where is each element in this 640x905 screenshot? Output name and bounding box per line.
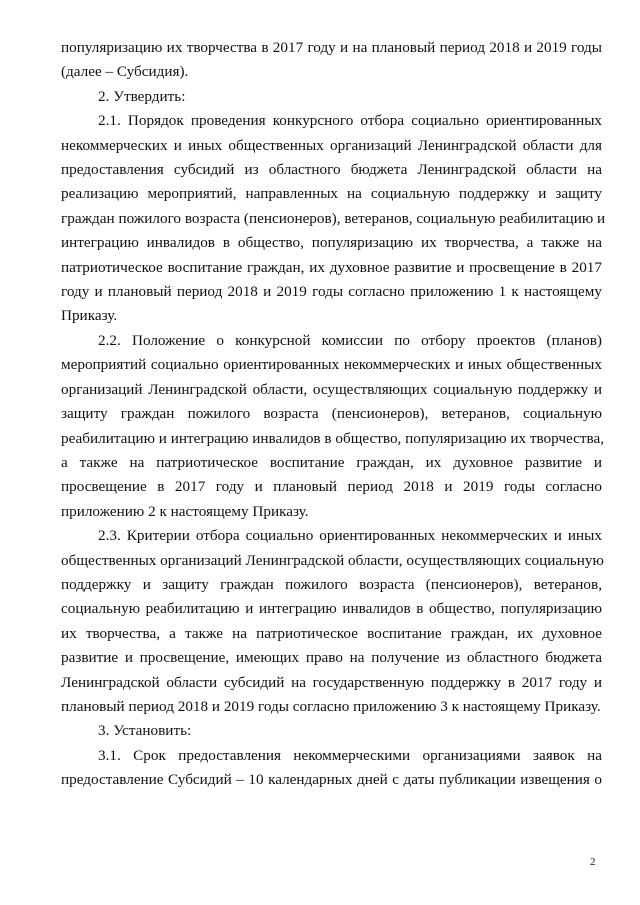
- text-line: 2.1. Порядок проведения конкурсного отбора социально ориентированных: [98, 112, 602, 130]
- text-line: некоммерческих и иных общественных организаций Ленинградской области для: [61, 136, 602, 154]
- text-line: патриотическое воспитание граждан, их духовное развитие и просвещение в 2017: [61, 258, 602, 276]
- page-number: 2: [590, 856, 596, 868]
- text-line: их творчества, а также на патриотическое воспитание граждан, их духовное: [61, 624, 602, 642]
- section-heading: 2. Утвердить:: [98, 87, 186, 105]
- text-line: реализацию мероприятий, направленных на социальную поддержку и защиту: [61, 185, 602, 203]
- text-line: социальную реабилитацию и интеграцию инвалидов в общество, популяризацию: [61, 600, 602, 618]
- text-line: а также на патриотическое воспитание граждан, их духовное развитие и: [61, 453, 602, 471]
- text-line: 2.3. Критерии отбора социально ориентированных некоммерческих и иных: [98, 527, 602, 545]
- text-line: популяризацию их творчества в 2017 году и на плановый период 2018 и 2019 годы: [61, 39, 602, 56]
- text-line: развитие и просвещение, имеющих право на получение из областного бюджета: [61, 649, 602, 667]
- text-line: предоставление Субсидий – 10 календарных дней с даты публикации извещения о: [61, 771, 602, 789]
- text-line: 2.2. Положение о конкурсной комиссии по отбору проектов (планов): [98, 331, 602, 349]
- text-line: 3.1. Срок предоставления некоммерческими организациями заявок на: [98, 746, 602, 764]
- text-line: предоставления субсидий из областного бюджета Ленинградской области на: [61, 161, 602, 179]
- section-heading: 3. Установить:: [98, 722, 192, 740]
- text-line: реабилитацию и интеграцию инвалидов в общество, популяризацию их творчества,: [61, 429, 605, 447]
- text-line: Ленинградской области субсидий на государственную поддержку в 2017 году и: [61, 673, 602, 691]
- text-line: году и плановый период 2018 и 2019 годы согласно приложению 1 к настоящему: [61, 283, 602, 301]
- text-line: общественных организаций Ленинградской области, осуществляющих социальную: [61, 551, 604, 569]
- text-line: граждан пожилого возраста (пенсионеров), ветеранов, социальную реабилитацию и: [61, 209, 606, 227]
- text-line: мероприятий социально ориентированных некоммерческих и иных общественных: [61, 356, 602, 374]
- text-line: защиту граждан пожилого возраста (пенсионеров), ветеранов, социальную: [61, 405, 602, 423]
- text-line: (далее – Субсидия).: [61, 63, 189, 81]
- text-line: интеграцию инвалидов в общество, популяризацию их творчества, а также на: [61, 234, 602, 252]
- text-line: организаций Ленинградской области, осуществляющих социальную поддержку и: [61, 380, 602, 398]
- text-line: просвещение в 2017 году и плановый период 2018 и 2019 годы согласно: [61, 478, 602, 496]
- text-line: Приказу.: [61, 307, 118, 325]
- document-body: [61, 36, 606, 793]
- text-line: плановый период 2018 и 2019 годы согласно приложению 3 к настоящему Приказу.: [61, 697, 601, 715]
- text-line: поддержку и защиту граждан пожилого возраста (пенсионеров), ветеранов,: [61, 575, 602, 593]
- text-line: приложению 2 к настоящему Приказу.: [61, 502, 309, 520]
